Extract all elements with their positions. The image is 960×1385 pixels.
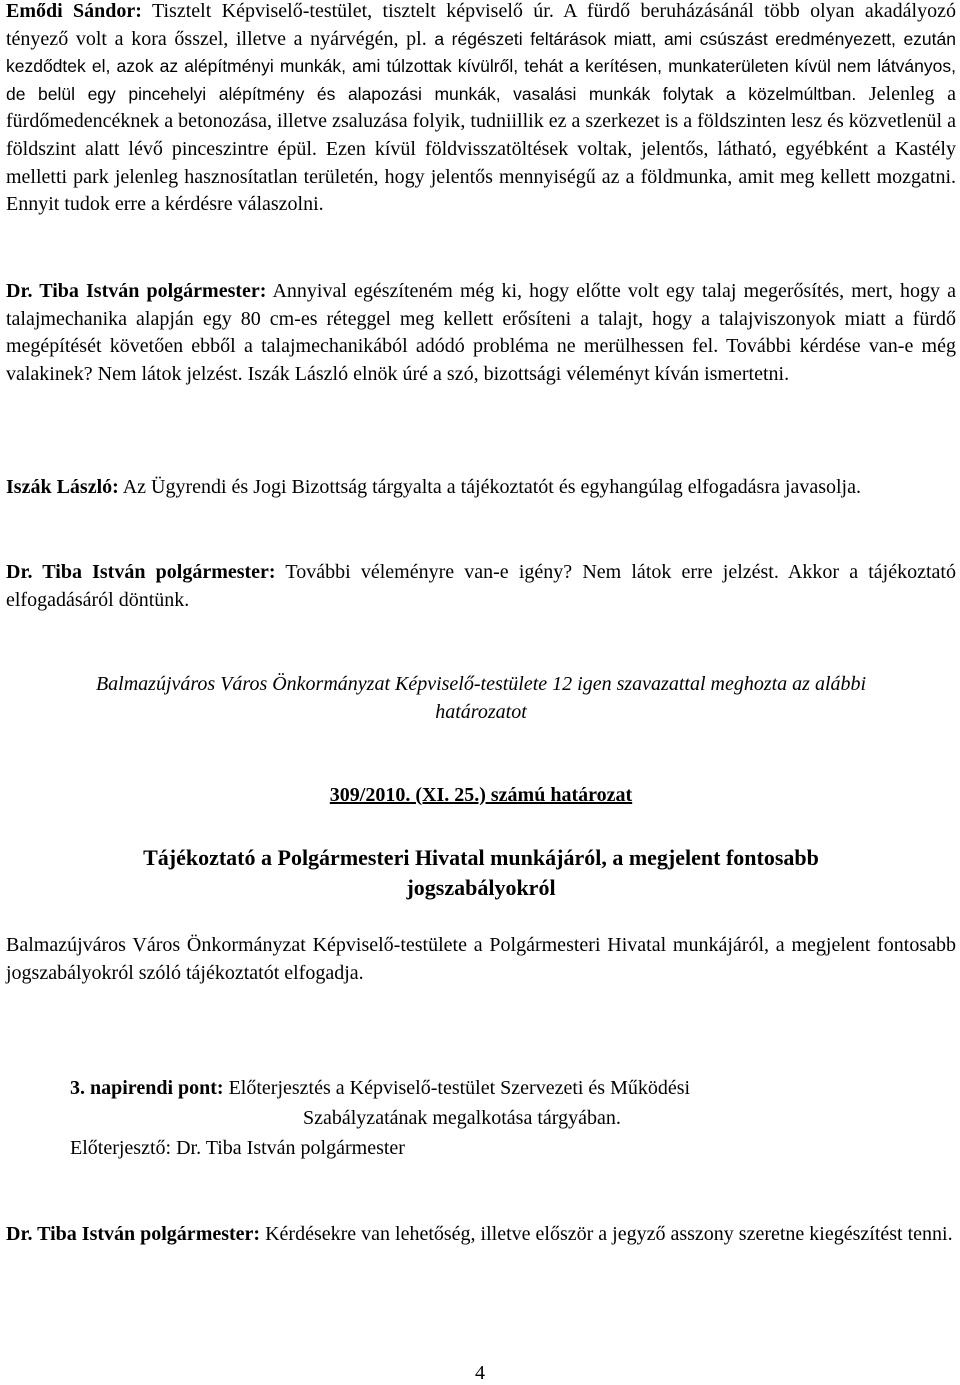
paragraph-tiba-2 [6,559,956,614]
vote-line-2: határozatot [435,700,527,723]
vote-statement [6,671,956,726]
paragraph-text: Tisztelt Képviselő-testület, tisztelt képviselő úr. A fürdő beruházásánál több olyan akadályozó tényező volt a kora ősszel, illetve a nyárvégén, pl. [6,0,956,50]
paragraph-text-sans: a régészeti feltárások miatt, ami csúszást eredményezett, ezután kezdődtek el, azok az alépítményi munkák, ami túlzottak kívülről, tehát a kerítésen, munkaterületen kívül nem látványos, de belül egy pincehelyi alépítmény és alapozási munkák, vasalási munkák folytak a közelmúltban. [6,28,956,104]
agenda-item [70,1073,950,1163]
decision-body: Balmazújváros Város Önkormányzat Képviselő-testülete a Polgármesteri Hivatal munkájáról, a megjelent fontosabb jogszabályokról szóló tájékoztatót elfogadja. [6,934,956,984]
speaker-name: Emődi Sándor: [6,0,142,22]
paragraph-tiba-1 [6,278,956,388]
decision-number: 309/2010. (XI. 25.) számú határozat [329,784,633,806]
paragraph-text: Az Ügyrendi és Jogi Bizottság tárgyalta a tájékoztatót és egyhangúlag elfogadásra javasolja. [118,476,861,498]
decision-title [6,843,956,903]
page-number: 4 [475,1362,485,1384]
vote-line-1: Balmazújváros Város Önkormányzat Képviselő-testülete 12 igen szavazattal meghozta az alábbi [95,673,867,695]
paragraph-iszak [6,474,956,502]
decision-number-wrapper [6,784,956,807]
agenda-label: 3. napirendi pont: [70,1077,224,1099]
speaker-name: Dr. Tiba István polgármester: [6,561,276,583]
speaker-name: Iszák László: [6,476,119,498]
agenda-title-line-1 [70,1073,950,1103]
decision-title-line-2: jogszabályokról [406,875,556,900]
paragraph-emodi [6,0,956,219]
paragraph-tiba-3 [6,1221,956,1249]
agenda-presenter: Előterjesztő: Dr. Tiba István polgármester [70,1137,405,1159]
agenda-title: Előterjesztés a Képviselő-testület Szervezeti és Működési [223,1077,691,1099]
speaker-name: Dr. Tiba István polgármester: [6,1223,261,1245]
agenda-title-line-2: Szabályzatának megalkotása tárgyában. [303,1107,621,1129]
decision-title-line-1: Tájékoztató a Polgármesteri Hivatal munkájáról, a megjelent fontosabb [143,845,819,870]
paragraph-text: Annyival egészíteném még ki, hogy előtte volt egy talaj megerősítés, mert, hogy a talajmechanika alapján egy 80 cm-es réteggel meg kellett erősíteni a talajt, hogy a talajviszonyok miatt a fürdő megépítését követően ebből a talajmechanikából adódó probléma ne merülhessen fel. További kérdése van-e még valakinek? Nem látok jelzést. Iszák László elnök úré a szó, bizottsági véleményt kíván ismertetni. [6,280,956,385]
speaker-name: Dr. Tiba István polgármester: [6,280,267,302]
paragraph-text: További véleményre van-e igény? Nem látok erre jelzést. Akkor a tájékoztató elfogadásáról döntünk. [6,561,956,611]
paragraph-text: Jelenleg a fürdőmedencéknek a betonozása, illetve zsaluzása folyik, tudniillik ez a szerkezet is a földszinten lesz és közvetlenül a földszint alatt lévő pinceszintre épül. Ezen kívül földvisszatöltések voltak, jelentős, látható, egyébként a Kastély melletti park jelenleg hasznosítatlan területén, hogy jelentős mennyiségű az a földmunka, amit meg kellett mozgatni. Ennyit tudok erre a kérdésre válaszolni. [6,82,956,216]
paragraph-text: Kérdésekre van lehetőség, illetve először a jegyző asszony szeretne kiegészítést tenni. [260,1223,953,1245]
